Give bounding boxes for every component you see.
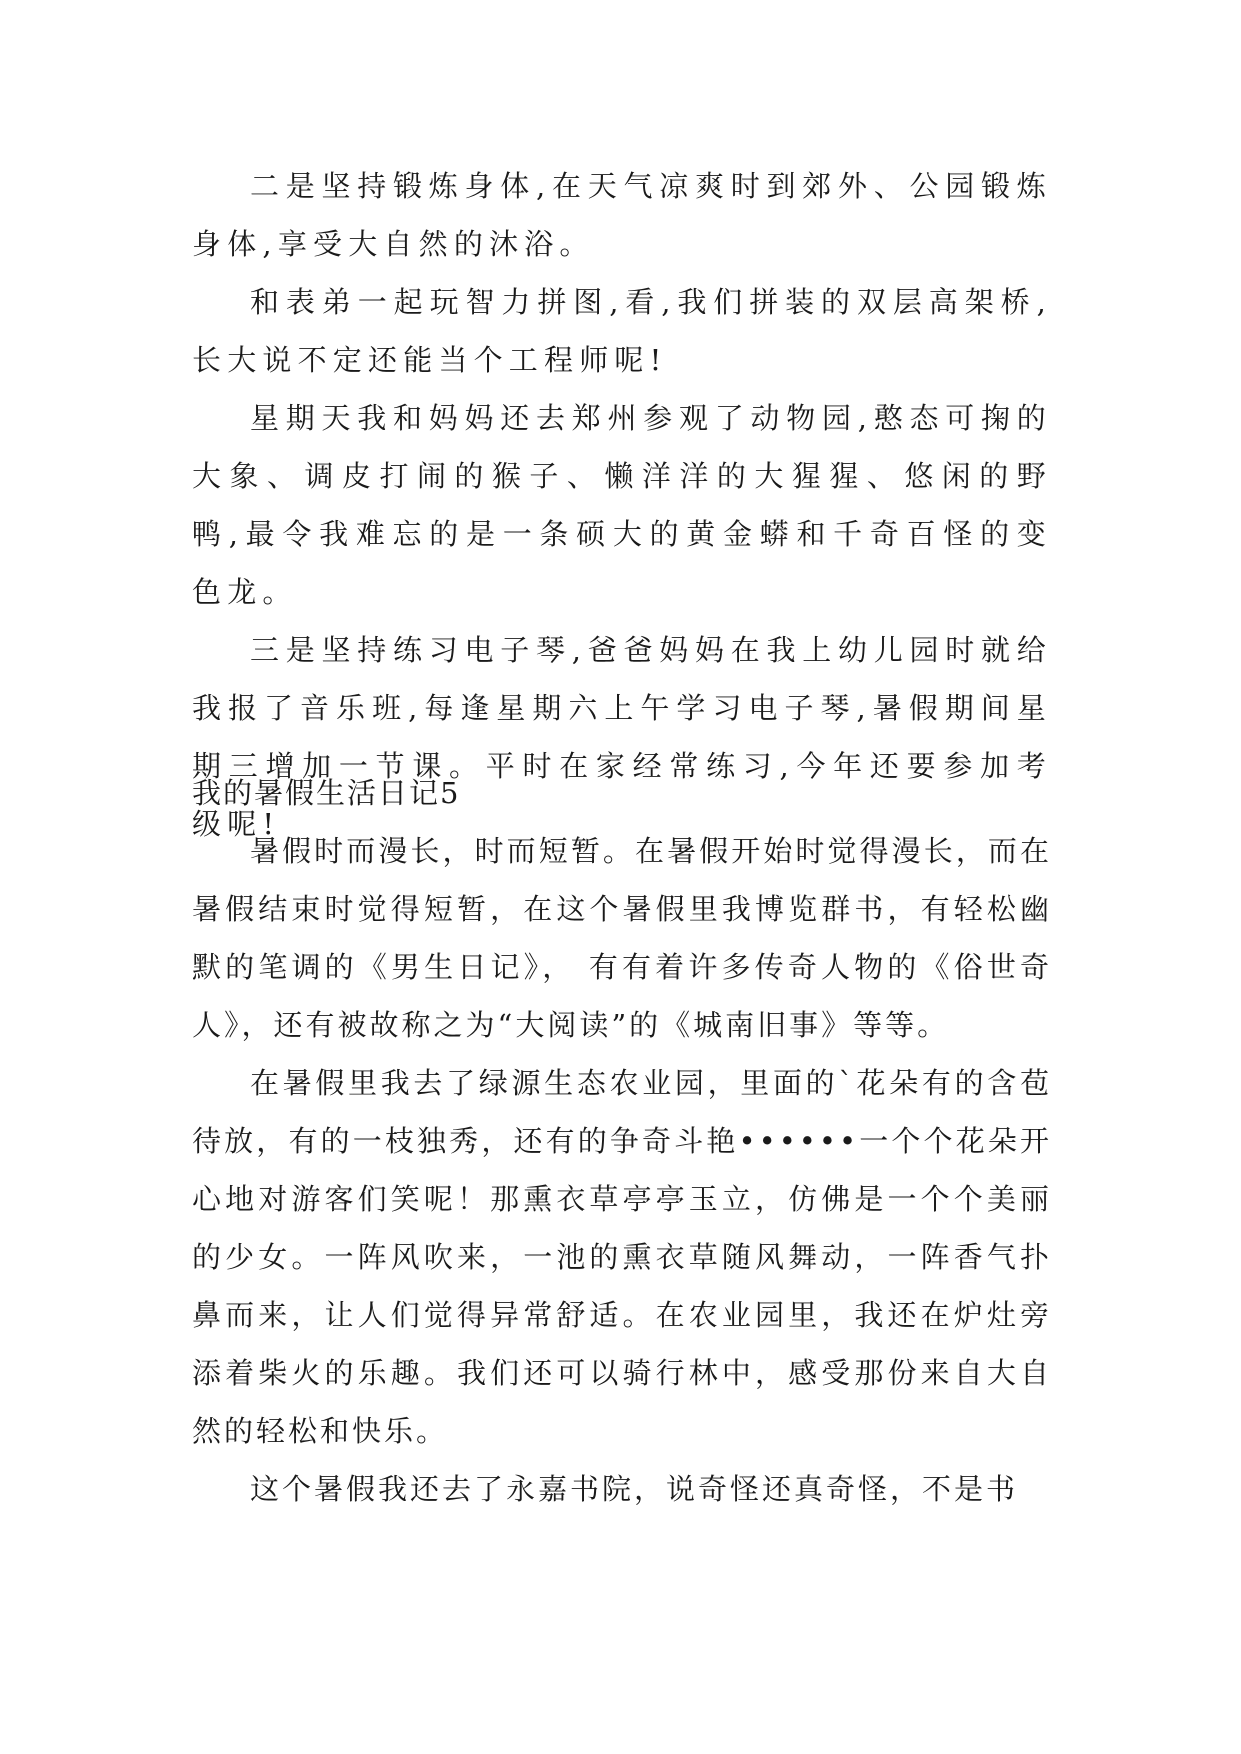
diary-section-previous: [192, 157, 1052, 853]
paragraph-academy: 这个暑假我还去了永嘉书院，说奇怪还真奇怪，不是书: [250, 1472, 1019, 1506]
paragraph-farm: 在暑假里我去了绿源生态农业园，里面的`花朵有的含苞待放，有的一枝独秀，还有的争奇斗艳••••••一个个花朵开心地对游客们笑呢！那熏衣草亭亭玉立，仿佛是一个个美丽的少女。一阵风吹来，一池的熏衣草随风舞动，一阵香气扑鼻而来，让人们觉得异常舒适。在农业园里，我还在炉灶旁添着柴火的乐趣。我们还可以骑行林中，感受那份来自大自然的轻松和快乐。: [192, 1066, 1052, 1448]
paragraph-exercise: 二是坚持锻炼身体,在天气凉爽时到郊外、公园锻炼身体,享受大自然的沐浴。: [192, 169, 1052, 261]
diary-section-5: [192, 764, 1052, 1518]
paragraph-puzzle: 和表弟一起玩智力拼图,看,我们拼装的双层高架桥,长大说不定还能当个工程师呢!: [192, 285, 1052, 377]
paragraph-reading: 暑假时而漫长，时而短暂。在暑假开始时觉得漫长，而在暑假结束时觉得短暂，在这个暑假里我博览群书，有轻松幽默的笔调的《男生日记》， 有有着许多传奇人物的《俗世奇人》，还有被故称之为“大阅读”的《城南旧事》等等。: [192, 834, 1052, 1042]
section-title: 我的暑假生活日记5: [192, 776, 461, 810]
paragraph-keyboard: 三是坚持练习电子琴,爸爸妈妈在我上幼儿园时就给我报了音乐班,每逢星期六上午学习电子琴,暑假期间星期三增加一节课。平时在家经常练习,今年还要参加考级呢!: [192, 633, 1052, 841]
paragraph-zoo: 星期天我和妈妈还去郑州参观了动物园,憨态可掬的大象、调皮打闹的猴子、懒洋洋的大猩猩、悠闲的野鸭,最令我难忘的是一条硕大的黄金蟒和千奇百怪的变色龙。: [192, 401, 1052, 609]
